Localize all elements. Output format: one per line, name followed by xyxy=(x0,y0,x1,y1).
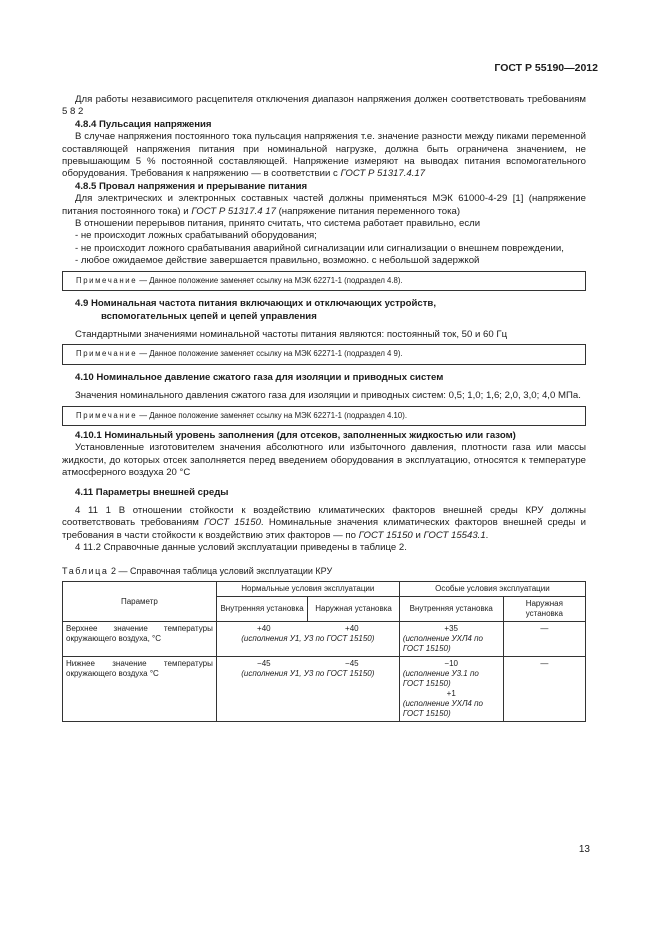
table-cell: −45 −45 (исполнения У1, У3 по ГОСТ 15150) xyxy=(216,657,399,722)
paragraph-4-11-2: 4 11.2 Справочные данные условий эксплуатации приведены в таблице 2. xyxy=(75,542,407,554)
section-heading-4-10: 4.10 Номинальное давление сжатого газа для изоляции и приводных систем xyxy=(75,371,444,383)
conditions-table xyxy=(62,581,586,722)
gost-reference: ГОСТ Р 51317.4 17 xyxy=(191,205,276,217)
list-item: - не происходит ложного срабатывания аварийной сигнализации или сигнализации о внешнем повреждении, xyxy=(75,242,564,254)
list-item: - не происходит ложных срабатываний оборудования; xyxy=(75,230,317,242)
table-cell: — xyxy=(503,622,585,657)
paragraph-interruptions: В отношении перерывов питания, принято считать, что система работает правильно, если xyxy=(75,218,481,230)
document-header: ГОСТ Р 55190—2012 xyxy=(494,62,598,74)
section-heading-4-8-5: 4.8.5 Провал напряжения и прерывание питания xyxy=(75,180,308,192)
table-row xyxy=(63,622,586,657)
paragraph-4-8-5: Для электрических и электронных составных частей должны применяться МЭК 61000-4-29 [1] (напряжение питания постоянного тока) и ГОСТ Р 51317.4 17 (напряжение питания переменного тока) xyxy=(62,193,586,217)
table-cell: — xyxy=(503,657,585,722)
note-box: Примечание — Данное положение заменяет ссылку на МЭК 62271-1 (подраздел 4.8). xyxy=(62,271,586,291)
intro-paragraph: Для работы независимого расцепителя отключения диапазон напряжения должен соответствовать требованиям 5 8 2 xyxy=(62,94,586,118)
section-heading-4-8-4: 4.8.4 Пульсация напряжения xyxy=(75,118,212,130)
table-row xyxy=(63,657,586,722)
paragraph-4-8-4: В случае напряжения постоянного тока пульсация напряжения т.е. значение разности между пиками переменной составляющей напряжения питания при номинальной нагрузке, должна быть ограничена значением, не превышающим 5 % постоянной составляющей. Напряжение измеряют на выводах питания вспомогательного оборудования. Требования к напряжению — в соответствии с ГОСТ Р 51317.4.17 xyxy=(62,131,586,180)
table-cell: −10 (исполнение У3.1 по ГОСТ 15150) +1 (исполнение УХЛ4 по ГОСТ 15150) xyxy=(399,657,503,722)
header-outdoor: Наружная установка xyxy=(503,597,585,622)
section-heading-4-10-1: 4.10.1 Номинальный уровень заполнения (для отсеков, заполненных жидкостью или газом) xyxy=(75,429,516,441)
paragraph-4-10: Значения номинального давления сжатого газа для изоляции и приводных систем: 0,5; 1,0; 1,6; 2,0, 3,0; 4,0 МПа. xyxy=(75,390,581,402)
page-number: 13 xyxy=(578,843,590,855)
note-box: Примечание — Данное положение заменяет ссылку на МЭК 62271-1 (подраздел 4 9). xyxy=(62,344,586,364)
paragraph-4-9: Стандартными значениями номинальной частоты питания являются: постоянный ток, 50 и 60 Гц xyxy=(75,328,508,340)
header-parameter: Параметр xyxy=(63,582,217,622)
table-cell: +35 (исполнение УХЛ4 по ГОСТ 15150) xyxy=(399,622,503,657)
paragraph-4-10-1: Установленные изготовителем значения абсолютного или избыточного давления, плотности газа или массы жидкости, до которых отсек заполняется перед введением оборудования в эксплуатацию, относятся к температуре атмосферного воздуха 20 °С xyxy=(62,442,586,479)
table-cell: Нижнее значение температуры окружающего воздуха °С xyxy=(63,657,217,722)
table-cell: +40 +40 (исполнения У1, У3 по ГОСТ 15150) xyxy=(216,622,399,657)
header-indoor: Внутренняя установка xyxy=(216,597,308,622)
header-special-conditions: Особые условия эксплуатации xyxy=(399,582,585,597)
section-heading-4-9: 4.9 Номинальная частота питания включающих и отключающих устройств, вспомогательных цепей и цепей управления xyxy=(75,298,436,322)
list-item: - любое ожидаемое действие завершается правильно, возможно. с небольшой задержкой xyxy=(75,255,480,267)
table-cell: Верхнее значение температуры окружающего воздуха, °С xyxy=(63,622,217,657)
note-box: Примечание — Данное положение заменяет ссылку на МЭК 62271-1 (подраздел 4.10). xyxy=(62,406,586,426)
paragraph-4-11-1: 4 11 1 В отношении стойкости к воздействию климатических факторов внешней среды КРУ должны соответствовать требованиям ГОСТ 15150. Номинальные значения климатических факторов внешней среды и требования в части стойкости к воздействию этих факторов — по ГОСТ 15150 и ГОСТ 15543.1. xyxy=(62,504,586,541)
page-body xyxy=(62,94,586,722)
header-outdoor: Наружная установка xyxy=(308,597,400,622)
gost-reference: ГОСТ Р 51317.4.17 xyxy=(340,168,426,180)
header-indoor: Внутренняя установка xyxy=(399,597,503,622)
section-heading-4-11: 4.11 Параметры внешней среды xyxy=(75,486,229,498)
table-caption: Таблица 2 — Справочная таблица условий эксплуатации КРУ xyxy=(62,565,333,576)
header-normal-conditions: Нормальные условия эксплуатации xyxy=(216,582,399,597)
